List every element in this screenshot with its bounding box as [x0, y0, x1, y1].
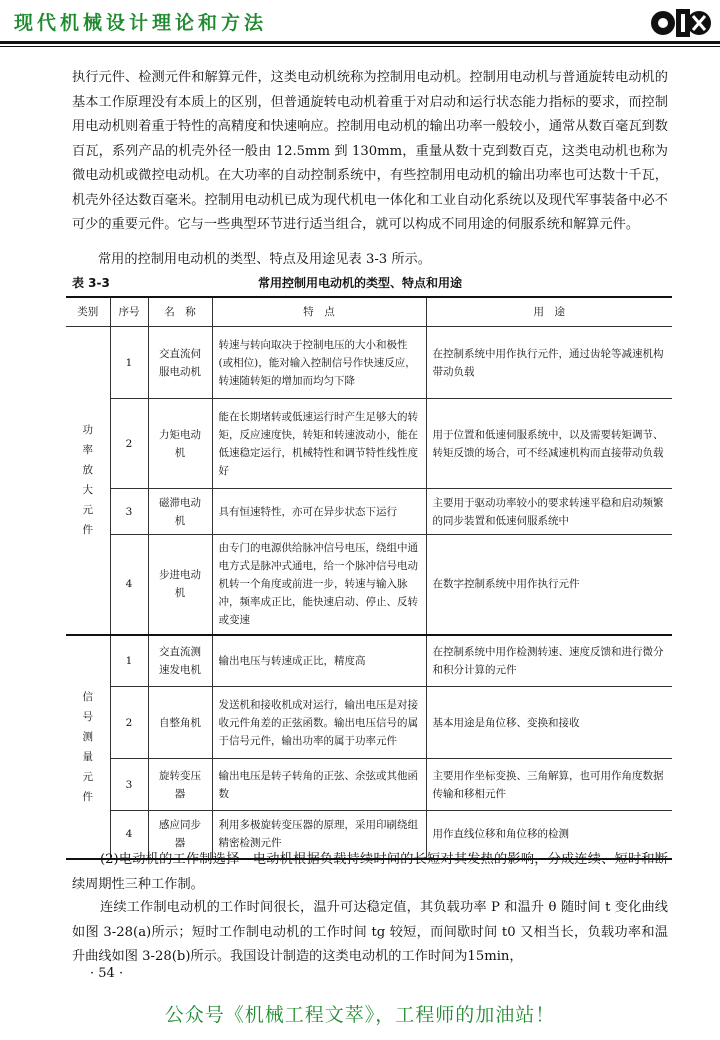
index-cell: 4	[110, 535, 148, 635]
use-cell: 主要用作坐标变换、三角解算，也可用作角度数据传输和移相元件	[426, 759, 672, 811]
footer-slogan: 公众号《机械工程文萃》，工程师的加油站！	[164, 1004, 556, 1026]
category-cell: 信号测量元件	[66, 635, 110, 859]
name-cell: 磁滞电动机	[148, 489, 212, 535]
feature-cell: 转速与转向取决于控制电压的大小和极性(或相位)，能对输入控制信号作快速反应，转速随转矩的增加而均匀下降	[212, 327, 426, 399]
body-paragraph-1: 执行元件、检测元件和解算元件，这类电动机统称为控制用电动机。控制用电动机与普通旋转电动机的基本工作原理没有本质上的区别，但普通旋转电动机着重于对启动和运行状态能力指标的要求，而控制用电动机则着重于特性的高精度和快速响应。控制用电动机的输出功率一般较小，通常从数百毫瓦到数百瓦，系列产品的机壳外径一般由 12.5mm 到 130mm，重量从数十克到数百克，这类电动机也称为微电动机或微控电动机。在大功率的自动控制系统中，有些控制用电动机的输出功率也可达数十千瓦，机壳外径达数百毫米。控制用电动机已成为现代机电一体化和工业自动化系统以及现代军事装备中必不可少的重要元件。它与一些典型环节进行适当组合，就可以构成不同用途的伺服系统和解算元件。	[72, 70, 668, 232]
header-index: 序号	[110, 297, 148, 327]
header-feature: 特 点	[212, 297, 426, 327]
feature-cell: 能在长期堵转或低速运行时产生足够大的转矩，反应速度快，转矩和转速波动小，能在低速稳定运行，机械特性和调节特性线性度好	[212, 399, 426, 489]
running-header-title: 现代机械设计理论和方法	[14, 12, 268, 34]
index-cell: 2	[110, 399, 148, 489]
name-cell: 旋转变压器	[148, 759, 212, 811]
header-use: 用 途	[426, 297, 672, 327]
index-cell: 2	[110, 687, 148, 759]
table-row	[66, 399, 672, 489]
table-header-row	[66, 297, 672, 327]
use-cell: 在控制系统中用作检测转速、速度反馈和进行微分和积分计算的元件	[426, 635, 672, 687]
feature-cell: 输出电压与转速成正比，精度高	[212, 635, 426, 687]
name-cell: 自整角机	[148, 687, 212, 759]
name-cell: 感应同步器	[148, 811, 212, 859]
table-title: 常用控制用电动机的类型、特点和用途	[258, 276, 463, 290]
use-cell: 主要用于驱动功率较小的要求转速平稳和启动频繁的同步装置和低速伺服系统中	[426, 489, 672, 535]
body-paragraph-4: 连续工作制电动机的工作时间很长，温升可达稳定值，其负载功率 P 和温升 θ 随时间 t 变化曲线如图 3-28(a)所示；短时工作制电动机的工作时间 tg 较短，而间歇时间 t0 又相当长，负载功率和温升曲线如图 3-28(b)所示。我国设计制造的这类电动机的工作时间为15min，	[72, 900, 668, 964]
name-cell: 步进电动机	[148, 535, 212, 635]
publisher-logo	[650, 4, 712, 42]
table-row	[66, 687, 672, 759]
name-cell: 力矩电动机	[148, 399, 212, 489]
feature-cell: 发送机和接收机成对运行，输出电压是对接收元件角差的正弦函数。输出电压信号的属于信号元件，输出功率的属于功率元件	[212, 687, 426, 759]
index-cell: 3	[110, 489, 148, 535]
table-number: 表 3-3	[72, 276, 110, 290]
use-cell: 在控制系统中用作执行元件，通过齿轮等减速机构带动负载	[426, 327, 672, 399]
feature-cell: 由专门的电源供给脉冲信号电压，绕组中通电方式是脉冲式通电，给一个脉冲信号电动机转一个角度或前进一步，转速与输入脉冲，频率成正比，能快速启动、停止、反转或变速	[212, 535, 426, 635]
name-cell: 交直流测速发电机	[148, 635, 212, 687]
header-name: 名 称	[148, 297, 212, 327]
table-row	[66, 759, 672, 811]
feature-cell: 具有恒速特性，亦可在异步状态下运行	[212, 489, 426, 535]
header-rule-thin	[0, 46, 720, 47]
index-cell: 1	[110, 635, 148, 687]
use-cell: 基本用途是角位移、变换和接收	[426, 687, 672, 759]
use-cell: 在数字控制系统中用作执行元件	[426, 535, 672, 635]
use-cell: 用作直线位移和角位移的检测	[426, 811, 672, 859]
table-row	[66, 635, 672, 687]
body-paragraph-2: 常用的控制用电动机的类型、特点及用途见表 3-3 所示。	[98, 252, 431, 267]
use-cell: 用于位置和低速伺服系统中，以及需要转矩调节、转矩反馈的场合，可不经减速机构而直接带动负载	[426, 399, 672, 489]
name-cell: 交直流伺服电动机	[148, 327, 212, 399]
feature-cell: 利用多极旋转变压器的原理，采用印刷绕组精密检测元件	[212, 811, 426, 859]
table-row	[66, 535, 672, 635]
table-caption	[72, 274, 672, 294]
index-cell: 1	[110, 327, 148, 399]
category-cell: 功率放大元件	[66, 327, 110, 635]
feature-cell: 输出电压是转子转角的正弦、余弦或其他函数	[212, 759, 426, 811]
body-paragraph-3: (2)电动机的工作制选择 电动机根据负载持续时间的长短对其发热的影响，分成连续、短时和断续周期性三种工作制。	[72, 852, 668, 892]
table-row	[66, 327, 672, 399]
table-row	[66, 489, 672, 535]
page-number: · 54 ·	[90, 966, 124, 981]
header-rule	[0, 41, 720, 44]
index-cell: 3	[110, 759, 148, 811]
index-cell: 4	[110, 811, 148, 859]
header-category: 类别	[66, 297, 110, 327]
motor-types-table	[66, 296, 672, 860]
